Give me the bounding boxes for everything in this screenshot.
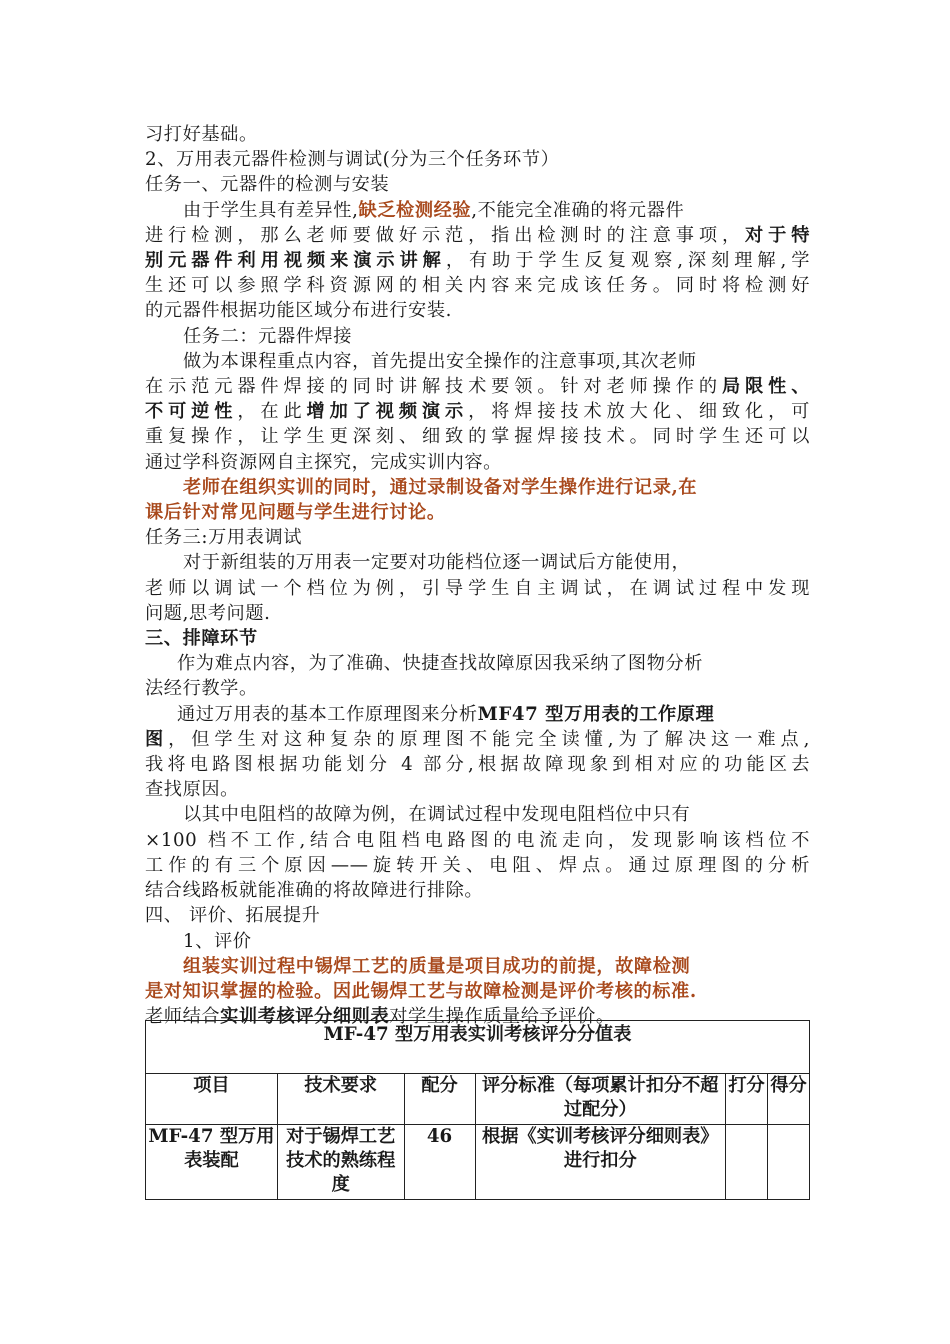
paragraph-line: 由于学生具有差异性,缺乏检测经验,不能完全准确的将元器件 — [183, 199, 685, 221]
paragraph-line: ×100 档不工作,结合电阻档电路图的电流走向，发现影响该档位不 — [145, 829, 810, 851]
bold-text: 对于特 — [745, 224, 810, 246]
bold-text: 局限性、 — [721, 376, 810, 398]
paragraph-line: 查找原因。 — [145, 779, 239, 801]
paragraph-line: 工作的有三个原因——旋转开关、电阻、焊点。通过原理图的分析 — [145, 854, 810, 876]
table-header-cell: 得分 — [768, 1074, 810, 1125]
task-heading-3: 任务三:万用表调试 — [145, 527, 303, 549]
paragraph-line: 老师以调试一个档位为例，引导学生自主调试，在调试过程中发现 — [145, 577, 810, 599]
paragraph-line: 在示范元器件焊接的同时讲解技术要领。针对老师操作的局限性、 — [145, 376, 810, 398]
task-heading-1: 任务一、元器件的检测与安装 — [145, 174, 390, 196]
paragraph-line: 别元器件利用视频来演示讲解，有助于学生反复观察,深刻理解,学 — [145, 250, 810, 272]
paragraph-line: 通过学科资源网自主探究，完成实训内容。 — [145, 451, 502, 473]
table-header-cell: 评分标准（每项累计扣分不超过配分） — [475, 1074, 726, 1125]
table-header-cell: 配分 — [404, 1074, 475, 1125]
table-header-cell: 项目 — [146, 1074, 278, 1125]
paragraph-line: 生还可以参照学科资源网的相关内容来完成该任务。同时将检测好 — [145, 275, 810, 297]
table-cell: MF-47 型万用表装配 — [146, 1125, 278, 1200]
highlight-paragraph-line: 课后针对常见问题与学生进行讨论。 — [145, 502, 446, 524]
section-heading-2: 2、万用表元器件检测与调试(分为三个任务环节） — [145, 149, 560, 171]
table-cell — [768, 1125, 810, 1200]
subsection-heading: 1、评价 — [183, 930, 252, 952]
paragraph-line: 重复操作，让学生更深刻、细致的掌握焊接技术。同时学生还可以 — [145, 426, 810, 448]
table-row — [146, 1125, 810, 1200]
table-header-cell: 技术要求 — [277, 1074, 404, 1125]
paragraph-line: 图，但学生对这种复杂的原理图不能完全读懂,为了解决这一难点, — [145, 728, 810, 750]
paragraph-line: 老师结合实训考核评分细则表对学生操作质量给予评价。 — [145, 1006, 615, 1028]
highlight-text: 缺乏检测经验 — [358, 199, 472, 221]
bold-text: MF47 型万用表的工作原理 — [477, 703, 715, 725]
highlight-paragraph-line: 是对知识掌握的检验。因此锡焊工艺与故障检测是评价考核的标准. — [145, 980, 697, 1002]
bold-text: 别元器件利用视频来演示讲解 — [145, 250, 446, 272]
bold-text: 不可逆性 — [145, 401, 238, 423]
table-cell — [726, 1125, 768, 1200]
paragraph-line: 法经行教学。 — [145, 678, 258, 700]
paragraph-line: 我将电路图根据功能划分 4 部分,根据故障现象到相对应的功能区去 — [145, 754, 810, 776]
paragraph-line: 问题,思考问题. — [145, 602, 271, 624]
paragraph-line: 以其中电阻档的故障为例，在调试过程中发现电阻档位中只有 — [183, 804, 691, 826]
task-heading-2: 任务二：元器件焊接 — [183, 325, 353, 347]
bold-text: 实训考核评分细则表 — [220, 1006, 390, 1028]
paragraph-line: 进行检测，那么老师要做好示范，指出检测时的注意事项，对于特 — [145, 224, 810, 246]
paragraph-line: 对于新组装的万用表一定要对功能档位逐一调试后方能使用， — [183, 552, 691, 574]
paragraph-line: 做为本课程重点内容，首先提出安全操作的注意事项,其次老师 — [183, 350, 697, 372]
paragraph-line: 通过万用表的基本工作原理图来分析MF47 型万用表的工作原理 — [177, 703, 715, 725]
table-header-row — [146, 1074, 810, 1125]
paragraph-line: 的元器件根据功能区域分布进行安装. — [145, 300, 452, 322]
paragraph-line: 不可逆性，在此增加了视频演示，将焊接技术放大化、细致化，可 — [145, 401, 810, 423]
section-heading-3: 三、排障环节 — [145, 628, 258, 650]
paragraph-line: 结合线路板就能准确的将故障进行排除。 — [145, 880, 484, 902]
section-heading-4: 四、 评价、拓展提升 — [145, 905, 321, 927]
bold-text: 图 — [145, 728, 169, 750]
table-title: MF-47 型万用表实训考核评分分值表 — [146, 1021, 810, 1074]
score-table — [145, 1020, 810, 1200]
table-cell: 对于锡焊工艺技术的熟练程度 — [277, 1125, 404, 1200]
bold-text: 增加了视频演示 — [306, 401, 469, 423]
highlight-paragraph-line: 老师在组织实训的同时，通过录制设备对学生操作进行记录,在 — [183, 476, 698, 498]
document-body — [145, 122, 810, 1029]
table-cell: 46 — [404, 1125, 475, 1200]
text-line: 习打好基础。 — [145, 124, 258, 145]
table-header-cell: 打分 — [726, 1074, 768, 1125]
table-cell: 根据《实训考核评分细则表》进行扣分 — [475, 1125, 726, 1200]
paragraph-line: 作为难点内容，为了准确、快捷查找故障原因我采纳了图物分析 — [177, 653, 704, 675]
highlight-paragraph-line: 组装实训过程中锡焊工艺的质量是项目成功的前提，故障检测 — [183, 955, 691, 977]
